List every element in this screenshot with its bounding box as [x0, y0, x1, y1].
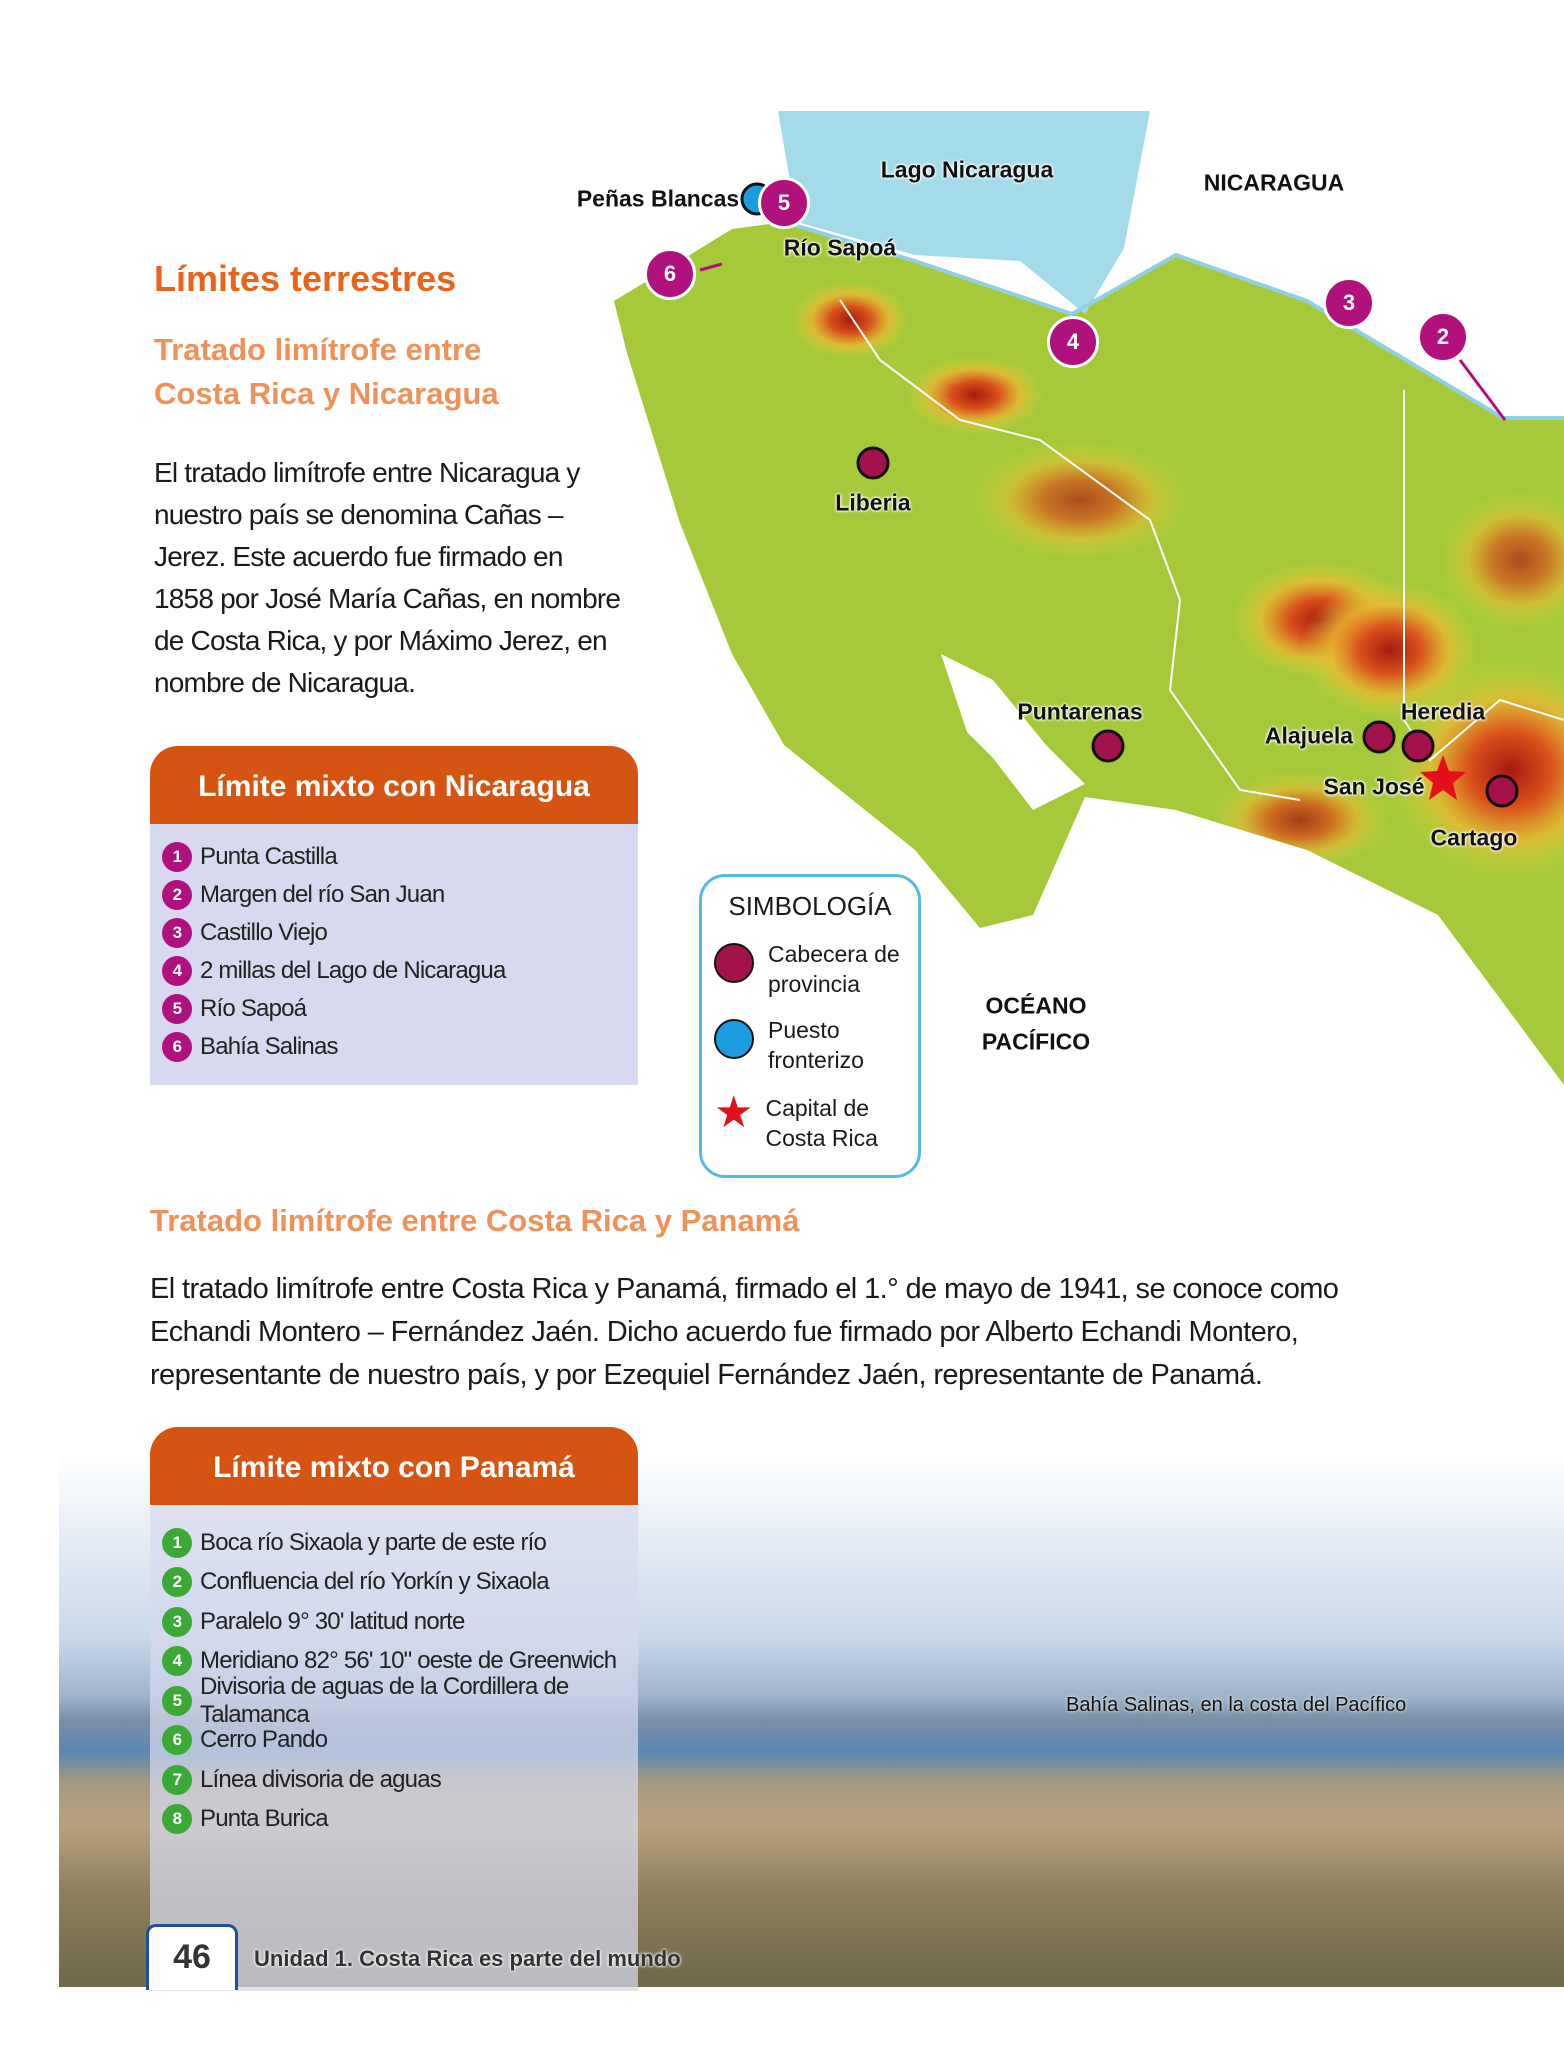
list-item [162, 1800, 638, 1840]
border-post-dot-icon [714, 1019, 754, 1059]
label-heredia: Heredia [1400, 698, 1486, 725]
nicaragua-treaty-heading: Tratado limítrofe entre Costa Rica y Nicaragua [154, 332, 499, 411]
legend-item-border-post [714, 1015, 908, 1075]
list-item [162, 914, 638, 952]
list-item-label: Confluencia del río Yorkín y Sixaola [200, 1568, 549, 1596]
label-lake-nicaragua: Lago Nicaragua [880, 156, 1054, 183]
list-item-label: Meridiano 82° 56' 10" oeste de Greenwich [200, 1647, 617, 1675]
list-item-label: Punta Castilla [200, 843, 337, 870]
unit-title: Unidad 1. Costa Rica es parte del mundo [254, 1946, 681, 1971]
panama-treaty-paragraph: El tratado limítrofe entre Costa Rica y Panamá, firmado el 1.° de mayo de 1941, se conoce como Echandi Montero – Fernández Jaén. Dicho acuerdo fue firmado por Alberto Echandi Montero, representante de nuestro país, y por Ezequiel Fernández Jaén, representante de Panamá. [150, 1273, 1339, 1391]
list-item-label: Punta Burica [200, 1805, 328, 1833]
panama-limits-box [150, 1427, 638, 1991]
legend-label: Capital de Costa Rica [765, 1095, 878, 1151]
list-item [162, 952, 638, 990]
legend-label: Cabecera de provincia [768, 941, 900, 997]
number-badge: 4 [162, 1646, 192, 1676]
list-item-label: Margen del río San Juan [200, 881, 445, 908]
list-item [162, 1563, 638, 1603]
nicaragua-limits-box [150, 746, 638, 1085]
number-badge: 1 [162, 842, 192, 872]
province-dot-cartago [1487, 776, 1517, 806]
legend-item-capital [714, 1088, 908, 1153]
marker-4: 4 [1047, 316, 1099, 368]
number-badge: 2 [162, 1567, 192, 1597]
marker-3: 3 [1323, 277, 1375, 329]
list-item [162, 1602, 638, 1642]
list-item [162, 1672, 638, 1728]
star-icon: ★ [714, 1088, 754, 1137]
label-liberia: Liberia [835, 489, 911, 516]
number-badge: 4 [162, 956, 192, 986]
number-badge: 8 [162, 1804, 192, 1834]
label-nicaragua: NICARAGUA [1203, 169, 1345, 196]
list-item [162, 990, 638, 1028]
label-ocean-2: PACÍFICO [981, 1028, 1091, 1055]
list-item [162, 1028, 638, 1066]
number-badge: 6 [162, 1725, 192, 1755]
province-dot-heredia [1403, 731, 1433, 761]
number-badge: 2 [162, 880, 192, 910]
nicaragua-box-title: Límite mixto con Nicaragua [150, 746, 638, 824]
list-item-label: Cerro Pando [200, 1726, 328, 1754]
section-title: Límites terrestres [154, 258, 457, 299]
photo-caption: Bahía Salinas, en la costa del Pacífico [1066, 1694, 1407, 1716]
label-alajuela: Alajuela [1264, 722, 1354, 749]
province-dot-liberia [858, 448, 888, 478]
list-item [162, 838, 638, 876]
label-ocean-1: OCÉANO [985, 992, 1087, 1019]
legend-item-province [714, 939, 908, 999]
label-penas-blancas: Peñas Blancas [576, 185, 740, 212]
marker-2: 2 [1417, 311, 1469, 363]
nicaragua-treaty-paragraph: El tratado limítrofe entre Nicaragua y nuestro país se denomina Cañas – Jerez. Este acuerdo fue firmado en 1858 por José María Cañas, en nombre de Costa Rica, y por Máximo Jerez, en nombre de Nicaragua. [154, 457, 621, 698]
marker-5: 5 [758, 177, 810, 229]
label-san-jose: San José [1323, 773, 1425, 800]
legend-label: Puesto fronterizo [768, 1017, 864, 1073]
list-item [162, 876, 638, 914]
label-cartago: Cartago [1430, 824, 1518, 851]
label-puntarenas: Puntarenas [1017, 698, 1143, 725]
number-badge: 3 [162, 918, 192, 948]
legend-title: SIMBOLOGÍA [728, 891, 892, 921]
province-dot-alajuela [1364, 722, 1394, 752]
list-item-label: Castillo Viejo [200, 919, 328, 946]
list-item-label: Paralelo 9° 30' latitud norte [200, 1607, 465, 1635]
panama-box-title: Límite mixto con Panamá [150, 1427, 638, 1505]
list-item-label: Río Sapoá [200, 995, 307, 1022]
list-item [162, 1523, 638, 1563]
number-badge: 3 [162, 1607, 192, 1637]
list-item-label: Divisoria de aguas de la Cordillera de Talamanca [200, 1672, 569, 1728]
list-item-label: Bahía Salinas [200, 1033, 338, 1060]
number-badge: 1 [162, 1528, 192, 1558]
province-dot-icon [714, 943, 754, 983]
map-legend [699, 874, 921, 1178]
list-item-label: Boca río Sixaola y parte de este río [200, 1528, 547, 1556]
number-badge: 7 [162, 1765, 192, 1795]
list-item [162, 1760, 638, 1800]
number-badge: 5 [162, 994, 192, 1024]
list-item-label: 2 millas del Lago de Nicaragua [200, 957, 506, 984]
province-dot-puntarenas [1093, 731, 1123, 761]
number-badge: 6 [162, 1032, 192, 1062]
marker-6: 6 [644, 248, 696, 300]
number-badge: 5 [162, 1686, 192, 1716]
panama-treaty-heading: Tratado limítrofe entre Costa Rica y Panamá [150, 1203, 800, 1238]
page-number: 46 [146, 1924, 238, 1990]
list-item-label: Línea divisoria de aguas [200, 1765, 441, 1793]
label-rio-sapoa: Río Sapoá [783, 234, 897, 261]
